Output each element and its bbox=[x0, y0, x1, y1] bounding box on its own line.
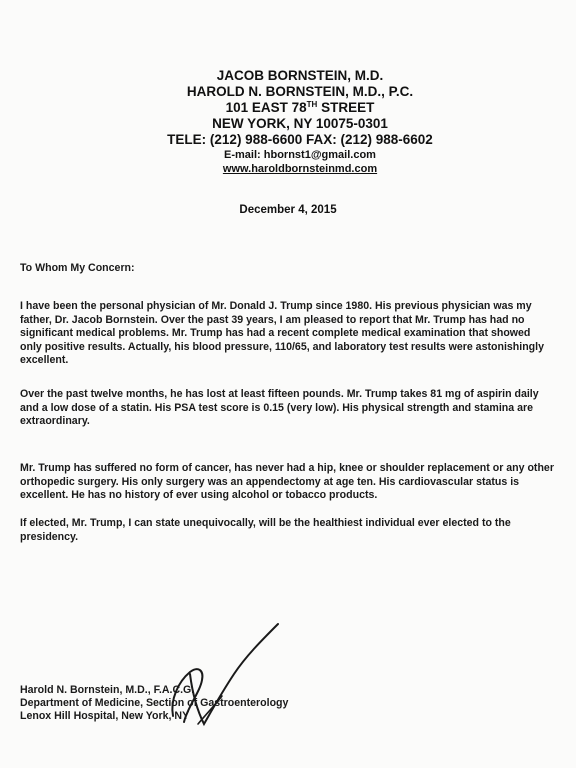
signatory-name: Harold N. Bornstein, M.D., F.A.C.G. bbox=[20, 684, 195, 696]
paragraph-4: If elected, Mr. Trump, I can state unequivocally, will be the healthiest individual ever elected to the presidency. bbox=[20, 517, 511, 543]
letterhead-street bbox=[150, 100, 450, 116]
street-superscript: TH bbox=[306, 100, 318, 109]
letterhead-website: www.haroldbornsteinmd.com bbox=[222, 163, 378, 175]
signature-block bbox=[20, 684, 288, 723]
salutation: To Whom My Concern: bbox=[20, 262, 135, 274]
letterhead bbox=[150, 68, 450, 176]
paragraph-1: I have been the personal physician of Mr. Donald J. Trump since 1980. His previous physician was my father, Dr. Jacob Bornstein. Over the past 39 years, I am pleased to report that Mr. Trump has had no significant medical problems. Mr. Trump has had a recent complete medical examination that showed only positive results. Actually, his blood pressure, 110/65, and laboratory test results were astonishingly excellent. bbox=[20, 300, 544, 366]
letter-date: December 4, 2015 bbox=[239, 204, 337, 216]
signatory-hospital: Lenox Hill Hospital, New York, NY bbox=[20, 710, 190, 722]
street-prefix: 101 EAST 78 bbox=[225, 100, 307, 115]
letterhead-name-2: HAROLD N. BORNSTEIN, M.D., P.C. bbox=[186, 84, 414, 99]
street-suffix: STREET bbox=[317, 100, 375, 115]
letterhead-phone: TELE: (212) 988-6600 FAX: (212) 988-6602 bbox=[167, 132, 433, 147]
letterhead-city: NEW YORK, NY 10075-0301 bbox=[212, 116, 388, 131]
paragraph-3: Mr. Trump has suffered no form of cancer, has never had a hip, knee or shoulder replacement or any other orthopedic surgery. His only surgery was an appendectomy at age ten. His cardiovascular status is excellent. He has no history of ever using alcohol or tobacco products. bbox=[20, 462, 554, 501]
letterhead-name-1: JACOB BORNSTEIN, M.D. bbox=[216, 68, 384, 83]
letterhead-email: E-mail: hbornst1@gmail.com bbox=[224, 149, 376, 161]
signatory-department: Department of Medicine, Section of Gastroenterology bbox=[20, 697, 289, 709]
paragraph-2: Over the past twelve months, he has lost at least fifteen pounds. Mr. Trump takes 81 mg of aspirin daily and a low dose of a statin. His PSA test score is 0.15 (very low). His physical strength and stamina are extraordinary. bbox=[20, 388, 539, 427]
